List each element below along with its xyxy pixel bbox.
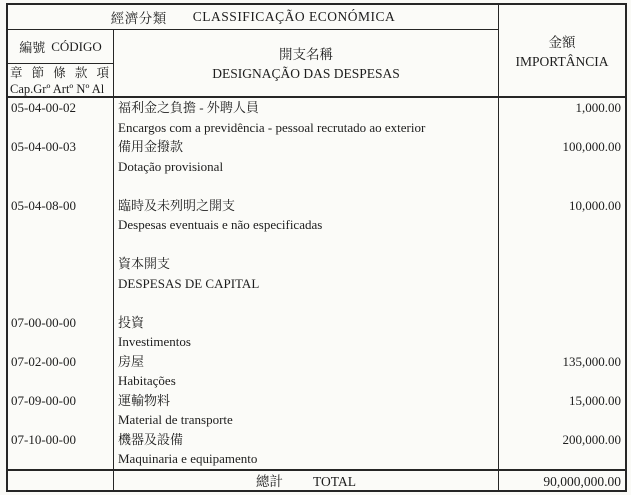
- code-label-zh: 編號: [19, 40, 46, 55]
- amount-label-pt: IMPORTÂNCIA: [515, 53, 609, 69]
- code-cell: 07-09-00-00: [8, 391, 114, 411]
- description-cell: Habitações: [118, 373, 176, 388]
- total-label-cell: [114, 471, 498, 492]
- description-cell: 備用金撥款: [118, 139, 184, 154]
- amount-cell: 15,000.00: [498, 391, 625, 411]
- classification-label-zh: 經濟分類: [110, 11, 167, 26]
- description-cell: 臨時及未列明之開支: [118, 197, 236, 213]
- amount-cell: 10,000.00: [498, 196, 625, 216]
- amount-label-zh: 金額: [548, 34, 576, 50]
- code-label-pt: CÓDIGO: [51, 38, 102, 54]
- code-cell: [8, 215, 114, 235]
- table-row: [8, 235, 625, 255]
- table-row: [8, 430, 625, 450]
- amount-cell: [498, 293, 625, 313]
- amount-cell: [498, 371, 625, 391]
- description-cell: 機器及設備: [118, 431, 184, 447]
- amount-cell: 1,000.00: [498, 98, 625, 118]
- designation-label-zh: 開支名稱: [279, 47, 333, 62]
- description-cell: 運輸物料: [118, 392, 171, 408]
- description-cell: 房屋: [118, 353, 145, 369]
- table-header: [8, 5, 625, 98]
- code-cell: [8, 371, 114, 391]
- amount-cell: [498, 274, 625, 294]
- description-cell: 資本開支: [118, 256, 171, 271]
- table-row: [8, 196, 625, 216]
- code-cell: [8, 254, 114, 274]
- code-cell: 05-04-00-03: [8, 137, 114, 157]
- designation-label-pt: DESIGNAÇÃO DAS DESPESAS: [212, 66, 400, 81]
- description-cell: [114, 235, 498, 255]
- amount-cell: [498, 176, 625, 196]
- description-cell: DESPESAS DE CAPITAL: [118, 275, 260, 291]
- description-cell: [114, 176, 498, 196]
- budget-table: [6, 3, 627, 492]
- amount-cell: [498, 313, 625, 333]
- amount-cell: 135,000.00: [498, 352, 625, 372]
- amount-header: [498, 5, 625, 98]
- amount-cell: 200,000.00: [498, 430, 625, 450]
- code-cell: 05-04-00-02: [8, 98, 114, 118]
- classification-header: [8, 5, 498, 30]
- table-row: [8, 274, 625, 294]
- table-row: [8, 215, 625, 235]
- code-levels-header: [8, 64, 114, 98]
- total-label-zh: 總計: [256, 474, 284, 489]
- amount-cell: 100,000.00: [498, 137, 625, 157]
- code-cell: 05-04-08-00: [8, 196, 114, 216]
- description-cell: 福利金之負擔 - 外聘人員: [118, 100, 259, 115]
- description-cell: Encargos com a previdência - pessoal recrutado ao exterior: [118, 119, 426, 135]
- table-row: [8, 332, 625, 352]
- total-code-cell: [8, 471, 114, 492]
- amount-cell: [498, 215, 625, 235]
- description-cell: Maquinaria e equipamento: [118, 451, 258, 466]
- code-cell: [8, 118, 114, 138]
- table-body: [8, 98, 625, 469]
- table-row: [8, 410, 625, 430]
- amount-cell: [498, 254, 625, 274]
- table-row: [8, 313, 625, 333]
- code-cell: [8, 332, 114, 352]
- table-row: [8, 391, 625, 411]
- description-cell: Investimentos: [118, 334, 191, 349]
- table-row: [8, 137, 625, 157]
- code-cell: [8, 235, 114, 255]
- code-cell: [8, 157, 114, 177]
- code-cell: 07-02-00-00: [8, 352, 114, 372]
- code-cell: 07-10-00-00: [8, 430, 114, 450]
- code-cell: [8, 293, 114, 313]
- table-row: [8, 157, 625, 177]
- table-row: [8, 176, 625, 196]
- designation-header: [114, 30, 498, 98]
- table-row: [8, 254, 625, 274]
- description-cell: Dotação provisional: [118, 158, 224, 174]
- description-cell: 投資: [118, 314, 145, 330]
- code-cell: [8, 449, 114, 469]
- amount-cell: [498, 449, 625, 469]
- code-levels-zh: 章 節 條 款 項: [10, 66, 113, 80]
- table-row: [8, 371, 625, 391]
- table-row: [8, 293, 625, 313]
- description-cell: Despesas eventuais e não especificadas: [118, 217, 323, 232]
- code-cell: [8, 410, 114, 430]
- table-row: [8, 449, 625, 469]
- table-row: [8, 118, 625, 138]
- amount-cell: [498, 332, 625, 352]
- table-row: [8, 352, 625, 372]
- code-header: [8, 30, 114, 64]
- table-row: [8, 98, 625, 118]
- amount-cell: [498, 235, 625, 255]
- amount-cell: [498, 157, 625, 177]
- description-cell: [114, 293, 498, 313]
- code-cell: 07-00-00-00: [8, 313, 114, 333]
- classification-label-pt: CLASSIFICAÇÃO ECONÓMICA: [192, 9, 396, 24]
- total-label-pt: TOTAL: [313, 474, 356, 489]
- total-amount: 90,000,000.00: [498, 471, 625, 492]
- code-levels-pt: Cap.Grº Artº Nº Al: [10, 82, 105, 96]
- amount-cell: [498, 410, 625, 430]
- description-cell: Material de transporte: [118, 412, 233, 427]
- code-cell: [8, 274, 114, 294]
- total-row: [8, 469, 625, 492]
- amount-cell: [498, 118, 625, 138]
- code-cell: [8, 176, 114, 196]
